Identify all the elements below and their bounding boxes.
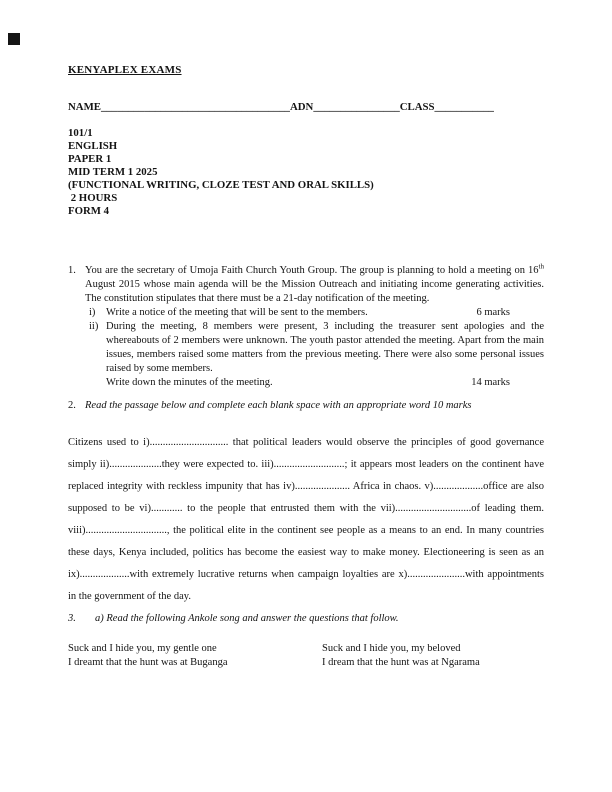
question-1-number: 1.	[68, 265, 76, 276]
item-i-label: i)	[89, 307, 96, 318]
question-2-heading	[68, 399, 544, 413]
song-line: I dreamt that the hunt was at Buganga	[68, 657, 228, 668]
question-1	[68, 264, 544, 390]
item-ii-text: During the meeting, 8 members were present, 3 including the treasurer sent apologies and the whereabouts of 2 members were unknown. The youth pastor attended the meeting. Apart from the main issues, members raised some matters from the previous meeting. There were also some personal issues raised by some members.	[106, 321, 544, 374]
term-label: MID TERM 1 2025	[68, 166, 158, 178]
scan-artifact-mark	[8, 33, 20, 45]
song-line: Suck and I hide you, my gentle one	[68, 643, 217, 654]
item-i-text: Write a notice of the meeting that will be sent to the members.	[106, 307, 368, 318]
question-3-spacer	[85, 612, 95, 626]
paper-header-block	[68, 127, 544, 218]
paper-number: PAPER 1	[68, 153, 112, 165]
name-adn-class-line	[68, 101, 544, 114]
page-content	[68, 64, 544, 670]
question-3-instruction: a) Read the following Ankole song and answer the questions that follow.	[95, 613, 399, 624]
item-ii-marks: 14 marks	[471, 377, 510, 388]
adn-label: ADN	[289, 101, 314, 113]
question-2-instruction: Read the passage below and complete each blank space with an appropriate word 10 marks	[85, 400, 472, 411]
song-line: Suck and I hide you, my beloved	[322, 643, 461, 654]
item-i-marks: 6 marks	[476, 307, 510, 318]
subject-name: ENGLISH	[68, 140, 118, 152]
paper-description: (FUNCTIONAL WRITING, CLOZE TEST AND ORAL SKILLS)	[68, 179, 374, 191]
song-left-column	[68, 642, 322, 670]
item-ii-label: ii)	[89, 321, 99, 332]
name-blank-line: ___________________________________	[101, 101, 290, 113]
question-1-item-i	[89, 306, 544, 320]
question-1-intro-part2: August 2015 whose main agenda will be the Mission Outreach and initiating income generating activities. The constitution stipulates that there must be a 21-day notification of the meeting.	[85, 279, 544, 304]
item-ii-task: Write down the minutes of the meeting.	[106, 377, 273, 388]
question-3-heading	[68, 612, 544, 626]
question-1-item-ii	[89, 320, 544, 390]
name-label: NAME	[68, 101, 101, 113]
question-3-number: 3.	[68, 613, 76, 624]
song-line: I dream that the hunt was at Ngarama	[322, 657, 480, 668]
duration-label: 2 HOURS	[68, 192, 118, 204]
song-right-column	[322, 642, 480, 670]
exam-title: KENYAPLEX EXAMS	[68, 64, 182, 76]
question-2-number: 2.	[68, 400, 76, 411]
cloze-passage: Citizens used to i).............................. that political leaders would observe the principles of good governance simply ii)....................they were expected to. iii)...........................; it appears most leaders on the continent have replaced integrity with reckless impunity that has iv)..................... Africa in chaos. v)...................office are also supposed to be vi)............ to the people that entrusted them with the vii).............................of leading them. viii)..............................., the political elite in the continent see people as a means to an end. In many countries these days, Kenya included, politics has become the easiest way to make money. Electioneering is seen as an ix)...................with extremely lucrative returns when campaign loyalties are x)......................with appointments in the government of the day.	[68, 437, 544, 602]
form-label: FORM 4	[68, 205, 110, 217]
class-blank-line: ___________	[434, 101, 494, 113]
adn-blank-line: ________________	[313, 101, 400, 113]
question-1-intro-part1: You are the secretary of Umoja Faith Church Youth Group. The group is planning to hold a meeting on 16	[85, 265, 539, 276]
ankole-song	[68, 642, 544, 670]
question-1-intro	[85, 264, 544, 306]
question-1-intro-superscript: th	[538, 262, 544, 271]
class-label: CLASS	[399, 101, 435, 113]
paper-code: 101/1	[68, 127, 93, 139]
